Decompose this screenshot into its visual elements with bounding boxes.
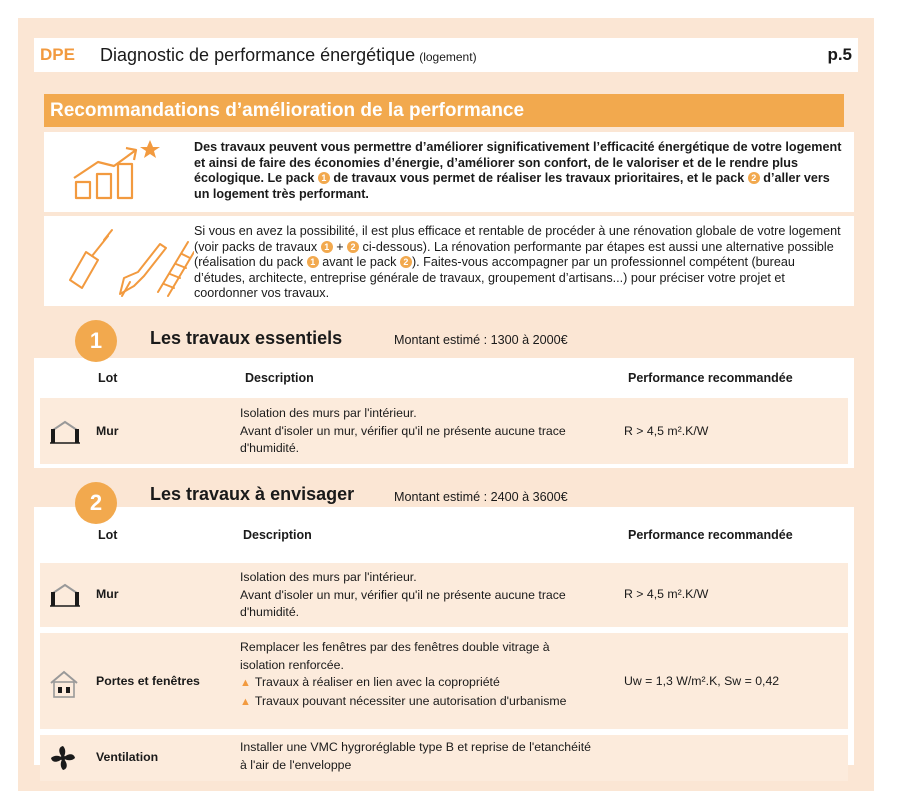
section-banner: Recommandations d’amélioration de la performance [44,94,844,127]
desc-line-warning: ▲ Travaux pouvant nécessiter une autorisation d'urbanisme [240,693,567,708]
desc-line: d'humidité. [240,605,300,619]
row-description [240,739,620,774]
table-header [34,358,854,398]
tools-icon [64,222,194,300]
warning-icon: ▲ [240,695,251,708]
pack-2-circle: 2 [75,482,117,524]
wall-icon [48,418,82,444]
page-title [100,45,477,66]
desc-line: Installer une VMC hygroréglable type B et reprise de l'etanchéité [240,740,591,754]
table-header [34,515,854,555]
page-title-text: Diagnostic de performance énergétique [100,44,416,65]
desc-line: isolation renforcée. [240,657,344,672]
desc-line-warning: ▲ Travaux à réaliser en lien avec la copropriété [240,675,500,689]
page-title-small: (logement) [419,49,477,64]
page-number: p.5 [827,45,852,64]
intro-text-savings: Des travaux peuvent vous permettre d’améliorer significativement l’efficacité énergétique de votre logement et ainsi de faire des économies d’énergie, d’améliorer son confort, de le valoriser et de le rendre plus écologique. Le pack 1 de travaux vous permet de réaliser les travaux prioritaires, et le pack 2 d’aller vers un logement très performant. [194,140,842,201]
pack-2-badge: 2 [748,172,760,184]
performance-value: R > 4,5 m².K/W [624,587,709,601]
pack-2-badge: 2 [347,241,359,253]
desc-line: Avant d'isoler un mur, vérifier qu'il ne présente aucune trace [240,587,566,602]
pack-1-circle: 1 [75,320,117,362]
page-header [34,38,858,72]
column-lot: Lot [98,371,118,385]
dpe-label: DPE [40,45,75,64]
column-performance: Performance recommandée [628,528,793,542]
table-row [40,633,848,729]
row-description [240,405,600,458]
pack-2-title: Les travaux à envisager [150,484,355,504]
pack-1-badge: 1 [307,256,319,268]
warning-icon: ▲ [240,677,251,689]
desc-line: d'humidité. [240,441,300,455]
wall-icon [48,581,82,607]
column-description: Description [243,528,312,542]
table-row [40,398,848,464]
pack-2-amount: Montant estimé : 2400 à 3600€ [394,490,568,504]
growth-chart-icon [64,138,164,206]
intro-box-renovation [44,216,854,306]
intro-text-renovation: Si vous en avez la possibilité, il est plus efficace et rentable de procéder à une rénovation globale de votre logement (voir packs de travaux 1 + 2 ci-dessous). La rénovation performante par étapes est aussi une alternative possible (réalisation du pack 1 avant le pack 2 ). Faites-vous accompagner par un professionnel compétent (bureau d’études, architecte, entreprise générale de travaux, groupement d’artisans...) pour préciser votre projet et coordonner vos travaux. [194,224,841,301]
pack-1-amount: Montant estimé : 1300 à 2000€ [394,333,568,347]
intro-box-savings [44,132,854,212]
pack-1-table [34,358,854,468]
row-description [240,639,600,711]
pack-1-badge: 1 [318,172,330,184]
column-performance: Performance recommandée [628,371,793,385]
desc-line: Isolation des murs par l'intérieur. [240,570,417,584]
desc-line: Remplacer les fenêtres par des fenêtres double vitrage à [240,640,550,654]
column-lot: Lot [98,528,118,542]
lot-label: Mur [96,587,119,601]
desc-line: Avant d'isoler un mur, vérifier qu'il ne présente aucune trace [240,423,566,438]
performance-value: R > 4,5 m².K/W [624,424,709,438]
column-description: Description [245,371,314,385]
pack-2-table [34,507,854,772]
lot-label: Mur [96,424,119,438]
fan-icon [48,743,78,773]
table-row [40,735,848,781]
window-house-icon [48,669,80,699]
pack-1-badge: 1 [321,241,333,253]
pack-1-title: Les travaux essentiels [150,328,343,348]
desc-line: Isolation des murs par l'intérieur. [240,406,417,420]
desc-line: à l'air de l'enveloppe [240,757,352,772]
lot-label: Portes et fenêtres [96,674,200,688]
row-description [240,569,600,622]
pack-2-badge: 2 [400,256,412,268]
lot-label: Ventilation [96,750,159,764]
page [18,18,874,791]
table-row [40,563,848,627]
performance-value: Uw = 1,3 W/m².K, Sw = 0,42 [624,674,780,688]
